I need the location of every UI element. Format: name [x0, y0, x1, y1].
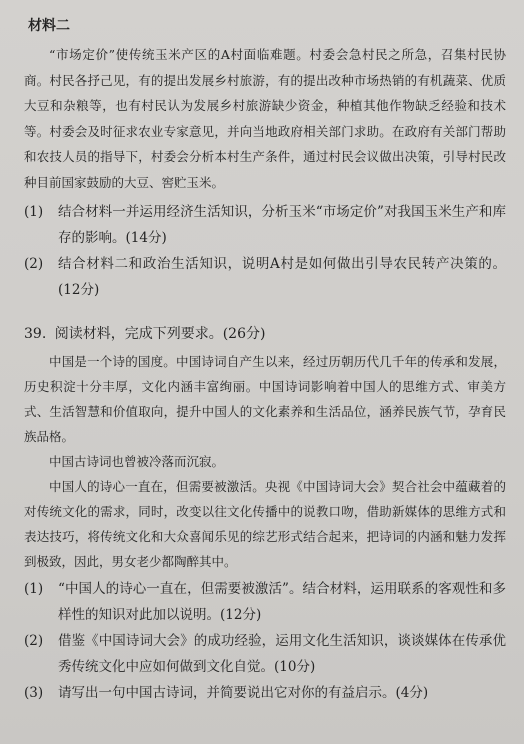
question-text: 请写出一句中国古诗词，并简要说出它对你的有益启示。(4分)	[58, 685, 429, 701]
question-number: (1)	[24, 581, 44, 597]
q39-paragraph-1: 中国是一个诗的国度。中国诗词自产生以来，经过历朝历代几千年的传承和发展，历史积淀十分丰厚，文化内涵丰富绚丽。中国诗词影响着中国人的思维方式、审美方式、生活智慧和价值取向，提升中国人的文化素养和生活品位，涵养民族气节，孕育民族品格。	[24, 354, 506, 444]
question-38-1	[24, 199, 506, 251]
question-39-heading	[24, 323, 506, 345]
material2-heading: 材料二	[28, 18, 70, 34]
question-number: (2)	[24, 633, 44, 649]
question-text: 借鉴《中国诗词大会》的成功经验，运用文化生活知识，谈谈媒体在传承优秀传统文化中应如何做到文化自觉。(10分)	[58, 633, 506, 675]
question-38-2	[24, 251, 506, 303]
question-39-number: 39.	[24, 326, 47, 342]
q39-paragraph-3: 中国人的诗心一直在，但需要被激活。央视《中国诗词大会》契合社会中蕴藏着的对传统文化的需求，同时，改变以往文化传播中的说教口吻，借助新媒体的思维方式和表达技巧，将传统文化和大众喜闻乐见的综艺形式结合起来，把诗词的内涵和魅力发挥到极致，因此，男女老少都陶醉其中。	[24, 479, 506, 569]
question-number: (1)	[24, 204, 44, 220]
question-39-3	[24, 680, 506, 706]
question-39-1	[24, 576, 506, 628]
question-number: (3)	[24, 685, 44, 701]
material2-paragraph: “市场定价”使传统玉米产区的A村面临难题。村委会急村民之所急，召集村民协商。村民各抒己见，有的提出发展乡村旅游，有的提出改种市场热销的有机蔬菜、优质大豆和杂粮等，也有村民认为发展乡村旅游缺少资金，种植其他作物缺乏经验和技术等。村委会及时征求农业专家意见，并向当地政府相关部门求助。在政府有关部门帮助和农技人员的指导下，村委会分析本村生产条件，通过村民会议做出决策，引导村民改种目前国家鼓励的大豆、窖贮玉米。	[24, 47, 506, 190]
question-text: 结合材料二和政治生活知识，说明A村是如何做出引导农民转产决策的。(12分)	[58, 256, 506, 298]
question-39-2	[24, 628, 506, 680]
question-39-instruction: 阅读材料，完成下列要求。(26分)	[54, 326, 266, 342]
question-number: (2)	[24, 256, 44, 272]
question-text: 结合材料一并运用经济生活知识，分析玉米“市场定价”对我国玉米生产和库存的影响。(14分)	[58, 204, 506, 246]
question-text: “中国人的诗心一直在，但需要被激活”。结合材料，运用联系的客观性和多样性的知识对此加以说明。(12分)	[58, 581, 506, 623]
q39-paragraph-2: 中国古诗词也曾被冷落而沉寂。	[49, 454, 225, 469]
